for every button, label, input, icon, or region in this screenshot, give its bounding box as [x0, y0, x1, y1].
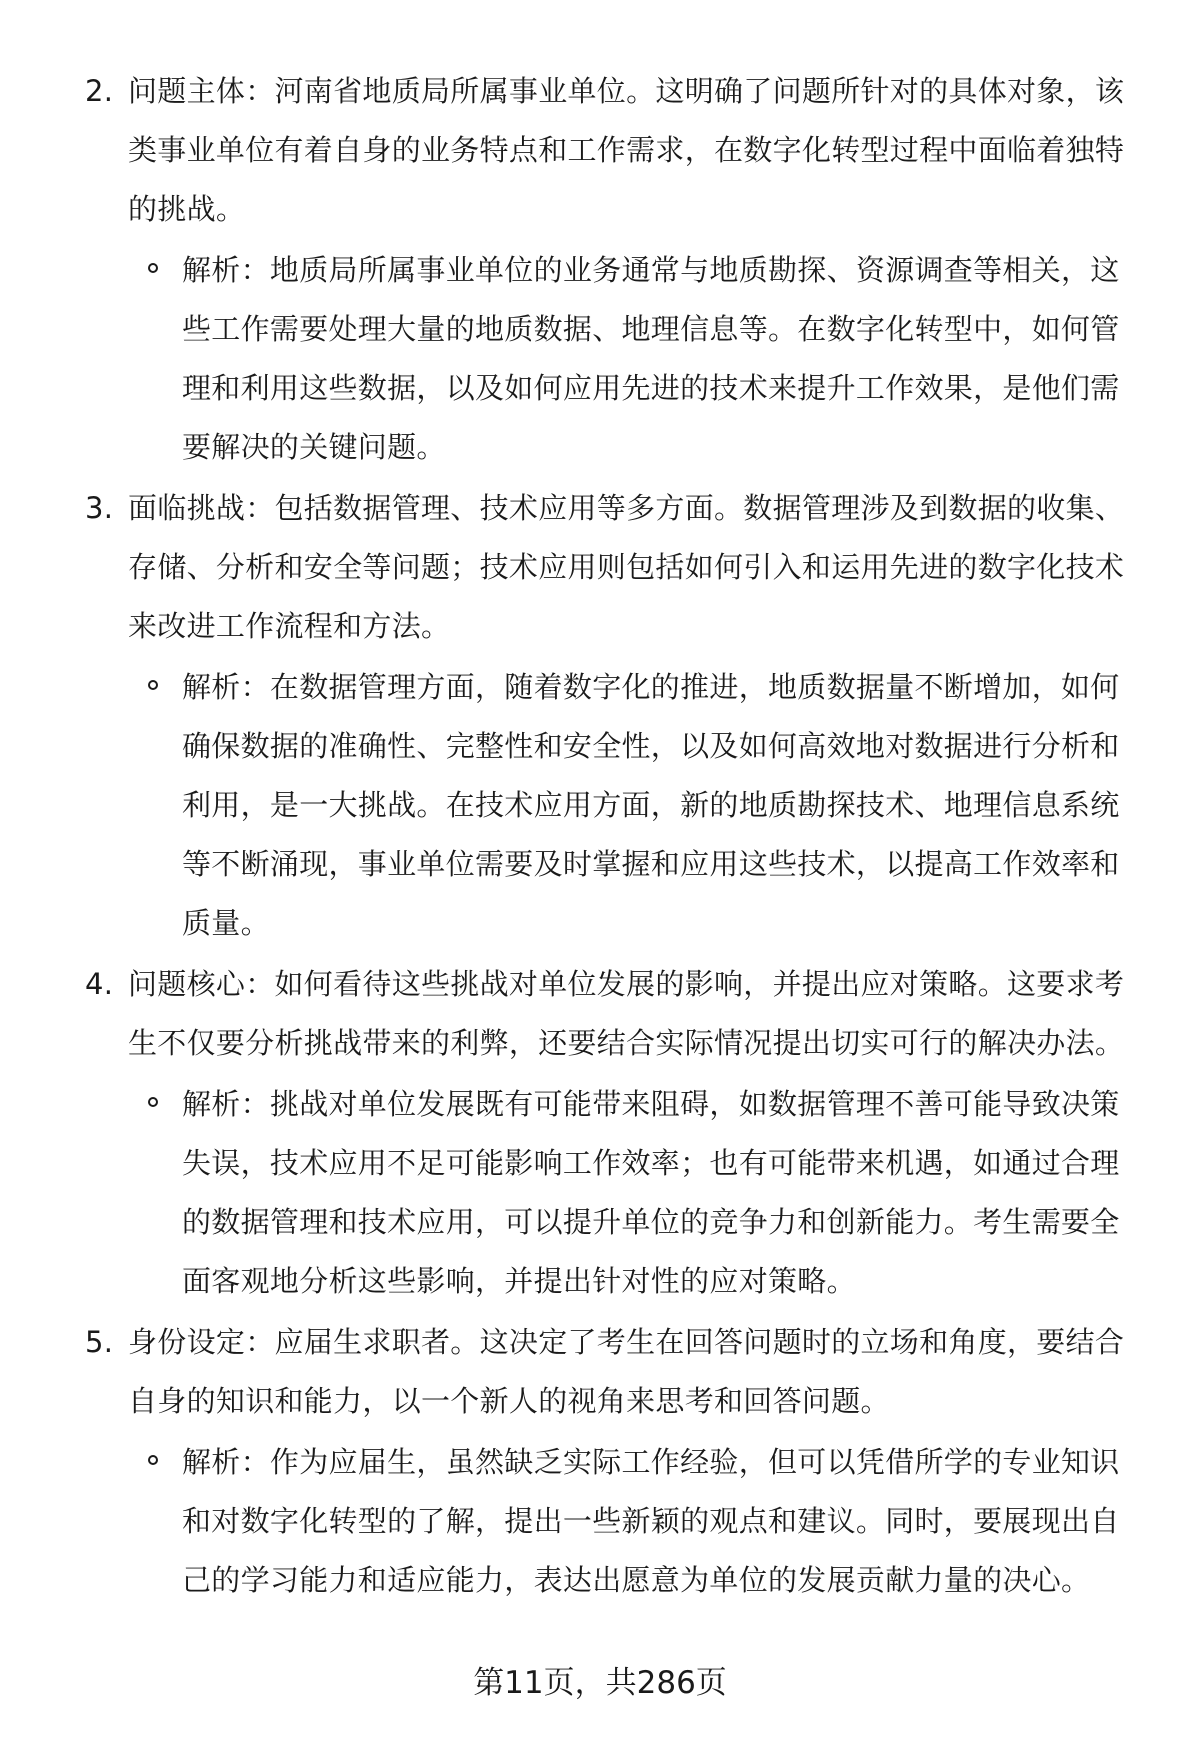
- list-number: 5.: [85, 1325, 114, 1359]
- list-number: 4.: [85, 967, 114, 1001]
- circle-bullet-icon: [148, 1455, 158, 1465]
- circle-bullet-icon: [148, 680, 158, 690]
- sub-item-text: 解析：地质局所属事业单位的业务通常与地质勘探、资源调查等相关，这些工作需要处理大量的地质数据、地理信息等。在数字化转型中，如何管理和利用这些数据，以及如何应用先进的技术来提升工作效果，是他们需要解决的关键问题。: [182, 253, 1120, 464]
- circle-bullet-icon: [148, 1097, 158, 1107]
- list-item: [0, 955, 1200, 1073]
- sub-item-text: 解析：作为应届生，虽然缺乏实际工作经验，但可以凭借所学的专业知识和对数字化转型的了解，提出一些新颖的观点和建议。同时，要展现出自己的学习能力和适应能力，表达出愿意为单位的发展贡献力量的决心。: [182, 1445, 1120, 1597]
- list-item-text: 问题核心：如何看待这些挑战对单位发展的影响，并提出应对策略。这要求考生不仅要分析挑战带来的利弊，还要结合实际情况提出切实可行的解决办法。: [128, 967, 1125, 1060]
- list-item: [0, 479, 1200, 656]
- sub-item-text: 解析：挑战对单位发展既有可能带来阻碍，如数据管理不善可能导致决策失误，技术应用不足可能影响工作效率；也有可能带来机遇，如通过合理的数据管理和技术应用，可以提升单位的竞争力和创新能力。考生需要全面客观地分析这些影响，并提出针对性的应对策略。: [182, 1087, 1120, 1298]
- list-number: 3.: [85, 491, 114, 525]
- content-area: [0, 62, 1200, 1610]
- sub-item: [0, 658, 1200, 953]
- sub-item: [0, 1433, 1200, 1610]
- page-footer: 第11页，共286页: [473, 1665, 727, 1701]
- list-item: [0, 62, 1200, 239]
- list-item-text: 问题主体：河南省地质局所属事业单位。这明确了问题所针对的具体对象，该类事业单位有着自身的业务特点和工作需求，在数字化转型过程中面临着独特的挑战。: [128, 74, 1125, 226]
- sub-item-text: 解析：在数据管理方面，随着数字化的推进，地质数据量不断增加，如何确保数据的准确性、完整性和安全性，以及如何高效地对数据进行分析和利用，是一大挑战。在技术应用方面，新的地质勘探技术、地理信息系统等不断涌现，事业单位需要及时掌握和应用这些技术，以提高工作效率和质量。: [182, 670, 1120, 940]
- circle-bullet-icon: [148, 263, 158, 273]
- sub-item: [0, 1075, 1200, 1311]
- list-item-text: 身份设定：应届生求职者。这决定了考生在回答问题时的立场和角度，要结合自身的知识和能力，以一个新人的视角来思考和回答问题。: [128, 1325, 1125, 1418]
- list-item-text: 面临挑战：包括数据管理、技术应用等多方面。数据管理涉及到数据的收集、存储、分析和安全等问题；技术应用则包括如何引入和运用先进的数字化技术来改进工作流程和方法。: [128, 491, 1125, 643]
- list-number: 2.: [85, 74, 114, 108]
- list-item: [0, 1313, 1200, 1431]
- sub-item: [0, 241, 1200, 477]
